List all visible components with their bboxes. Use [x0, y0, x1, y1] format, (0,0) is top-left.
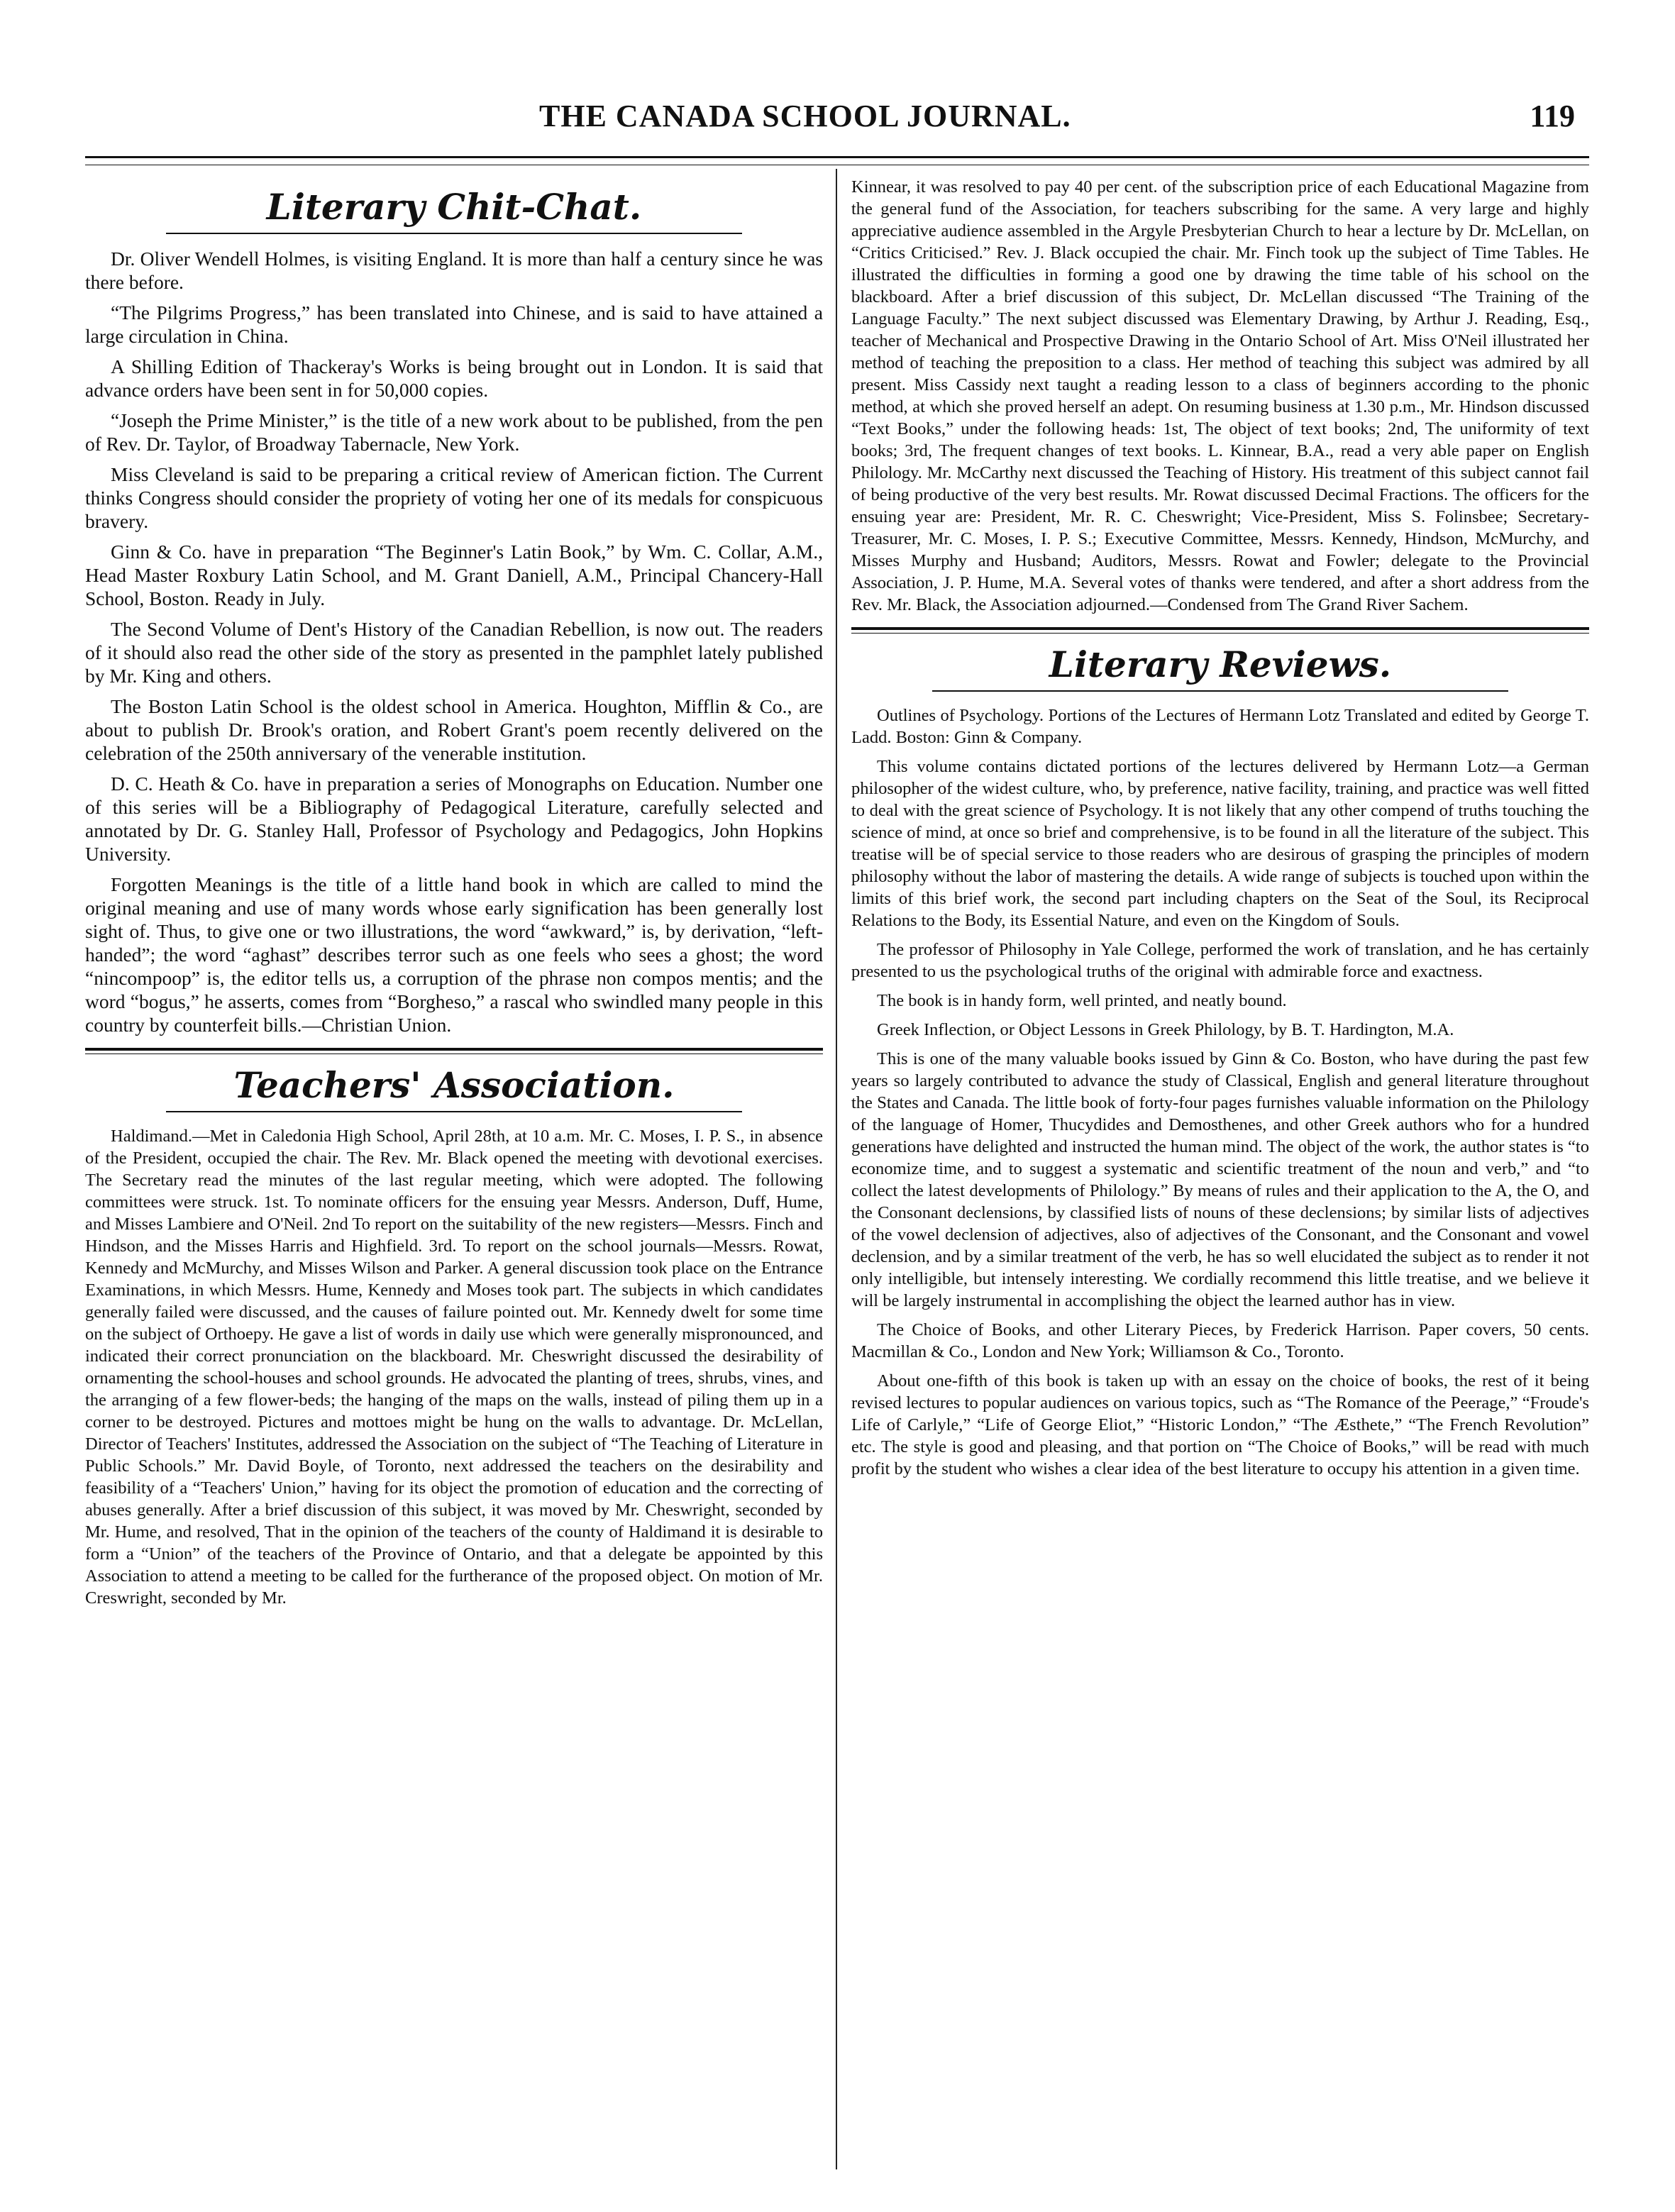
chit-chat-title: Literary Chit-Chat. [266, 186, 642, 228]
review-paragraph: The professor of Philosophy in Yale College, performed the work of translation, and he has certainly presented to us the psychological truths of the original with admirable force and exactness. [851, 940, 1589, 981]
title-rule [932, 690, 1508, 692]
reviews-title: Literary Reviews. [1049, 643, 1392, 685]
chit-chat-paragraph: Miss Cleveland is said to be preparing a critical review of American fiction. The Current thinks Congress should consider the propriety of voting her one of its medals for conspicuous bravery. [85, 463, 823, 532]
chit-chat-paragraph: Forgotten Meanings is the title of a little hand book in which are called to mind the original meaning and use of many words whose early signification has been generally lost sight of. Thus, to give one or two illustrations, the word “awkward,” is, by derivation, “left-handed”; the word “aghast” describes terror such as one feels who sees a ghost; the word “nincompoop” is, the editor tells us, a corruption of the phrase non compos mentis; and the word “bogus,” he asserts, comes from “Borgheso,” a rascal who swindled many people in this country by counterfeit bills.—Christian Union. [85, 873, 823, 1036]
association-report: Haldimand.—Met in Caledonia High School, April 28th, at 10 a.m. Mr. C. Moses, I. P. S., in absence of the President, occupied the chair. The Rev. Mr. Black opened the meeting with devotional exercises. The Secretary read the minutes of the last regular meeting, which were adopted. The following committees were struck. 1st. To nominate officers for the ensuing year Messrs. Anderson, Duff, Hume, and Misses Lambiere and O'Neil. 2nd To report on the suitability of the new registers—Messrs. Finch and Hindson, and the Misses Harris and Highfield. 3rd. To report on the school journals—Messrs. Rowat, Kennedy and McMurchy, and Misses Wilson and Parker. A general discussion took place on the Entrance Examinations, in which Messrs. Hume, Kennedy and Moses took part. The subjects in which candidates generally failed were discussed, and the causes of failure pointed out. Mr. Kennedy dwelt for some time on the subject of Orthoepy. He gave a list of words in daily use which were generally mispronounced, and indicated their correct pronunciation on the blackboard. Mr. Cheswright discussed the desirability of ornamenting the school-houses and school grounds. He advocated the planting of trees, shrubs, vines, and the arranging of a few flower-beds; the hanging of the maps on the walls, instead of piling them up in a corner to be destroyed. Pictures and mottoes might be hung on the walls to advantage. Dr. McLellan, Director of Teachers' Institutes, addressed the Association on the subject of “The Teaching of Literature in Public Schools.” Mr. David Boyle, of Toronto, next addressed the teachers on the desirability and feasibility of a “Teachers' Union,” having for its object the promotion of education and the correcting of abuses generally. After a brief discussion of this subject, it was moved by Mr. Cheswright, seconded by Mr. Hume, and resolved, That in the opinion of the teachers of the county of Haldimand it is desirable to form a “Union” of the teachers of the Province of Ontario, and that a delegate be appointed by this Association to attend a meeting to be called for the furtherance of the proposed object. On motion of Mr. Creswright, seconded by Mr. [85, 1127, 823, 1608]
association-report-continued: Kinnear, it was resolved to pay 40 per cent. of the subscription price of each Educational Magazine from the general fund of the Association, for teachers subscribing for the same. A very large and highly appreciative audience assembled in the Argyle Presbyterian Church to hear a lecture by Dr. McLellan, on “Critics Criticised.” Rev. J. Black occupied the chair. Mr. Finch took up the subject of Time Tables. He illustrated the difficulties in forming a good one by drawing the time table of his school on the blackboard. After a brief discussion of this subject, Dr. McLellan discussed “The Training of the Language Faculty.” The next subject discussed was Elementary Drawing, by Arthur J. Reading, Esq., teacher of Mechanical and Prospective Drawing in the Ontario School of Art. Miss O'Neil illustrated her method of teaching the preposition to a class. Her method of teaching this subject was admired by all present. Miss Cassidy next taught a reading lesson to a class of beginners according to the phonic method, at which she proved herself an adept. On resuming business at 1.30 p.m., Mr. Hindson discussed “Text Books,” under the following heads: 1st, The object of text books; 2nd, The uniformity of text books; 3rd, The frequent changes of text books. L. Kinnear, B.A., read a very able paper on English Philology. Mr. McCarthy next discussed the Teaching of History. His treatment of this subject cannot fail of being productive of the very best results. Mr. Rowat discussed Decimal Fractions. The officers for the ensuing year are: President, Mr. R. C. Cheswright; Vice-President, Miss S. Folinsbee; Secretary-Treasurer, Mr. C. Moses, I. P. S.; Executive Committee, Messrs. Kennedy, Hindson, McMurchy, and Misses Murphy and Husband; Auditors, Messrs. Rowat and Fowler; delegate to the Provincial Association, J. P. Hume, M.A. Several votes of thanks were tendered, and after a short address from the Rev. Mr. Black, the Association adjourned.—Condensed from The Grand River Sachem. [851, 177, 1589, 614]
title-rule [166, 233, 741, 234]
page-number: 119 [1530, 99, 1575, 133]
section-separator [85, 1048, 823, 1051]
review-heading: Greek Inflection, or Object Lessons in Greek Philology, by B. T. Hardington, M.A. [877, 1020, 1454, 1039]
chit-chat-paragraph: “The Pilgrims Progress,” has been translated into Chinese, and is said to have attained a large circulation in China. [85, 302, 823, 347]
review-heading: Outlines of Psychology. Portions of the Lectures of Hermann Lotz Translated and edited by George T. Ladd. Boston: Ginn & Company. [851, 706, 1589, 747]
page-header [85, 98, 1589, 148]
chit-chat-paragraph: D. C. Heath & Co. have in preparation a series of Monographs on Education. Number one of this series will be a Bibliography of Pedagogical Literature, carefully selected and annotated by Dr. G. Stanley Hall, Professor of Psychology and Pedagogics, John Hopkins University. [85, 773, 823, 865]
review-paragraph: This is one of the many valuable books issued by Ginn & Co. Boston, who have during the past few years so largely contributed to advance the study of Classical, English and general literature throughout the States and Canada. The little book of forty-four pages furnishes valuable information on the Philology of the language of Homer, Thucydides and Demosthenes, and other Greek authors who for a hundred generations have delighted and instructed the human mind. The object of the work, the author states is “to economize time, and to suggest a systematic and scientific treatment of the noun and verb,” and “to collect the latest developments of Philology.” By means of rules and their application to the A, the O, and the Consonant declensions, by classified lists of nouns of these declensions; by similar lists of adjectives of the vowel declension of adjectives, also of adjectives of the Consonant, and the Consonant and vowel declension, and by a similar treatment of the verb, he has so well elucidated the subject as to render it not only intelligible, but intensely interesting. We cordially recommend this little treatise, and we believe it will be largely instrumental in accomplishing the object the learned author has in view. [851, 1049, 1589, 1310]
review-paragraph: This volume contains dictated portions of the lectures delivered by Hermann Lotz—a German philosopher of the widest culture, who, by preference, native facility, training, and practice was well fitted to deal with the great science of Psychology. It is not likely that any other compend of truths touching the science of mind, at once so brief and comprehensive, is to be found in all the literature of the subject. This treatise will be of special service to those readers who are desirous of grasping the principles of modern philosophy without the labor of mastering the details. A wide range of subjects is touched upon within the limits of this brief work, the second part including chapters on the Seat of the Soul, its Reciprocal Relations to the Body, its Essential Nature, and even on the Kingdom of Souls. [851, 757, 1589, 930]
title-rule [166, 1111, 741, 1112]
review-paragraph: The book is in handy form, well printed, and neatly bound. [877, 991, 1287, 1010]
section-separator-thin [851, 633, 1589, 634]
column-divider [836, 169, 837, 2169]
right-column [851, 176, 1589, 1487]
running-title: THE CANADA SCHOOL JOURNAL. [539, 99, 1071, 133]
chit-chat-paragraph: The Boston Latin School is the oldest school in America. Houghton, Mifflin & Co., are about to publish Dr. Brook's oration, and Robert Grant's poem recently delivered on the celebration of the 250th anniversary of the venerable institution. [85, 695, 823, 764]
chit-chat-paragraph: Dr. Oliver Wendell Holmes, is visiting England. It is more than half a century since he was there before. [85, 248, 823, 293]
association-title: Teachers' Association. [233, 1064, 675, 1106]
review-heading: The Choice of Books, and other Literary Pieces, by Frederick Harrison. Paper covers, 50 cents. Macmillan & Co., London and New York; Williamson & Co., Toronto. [851, 1320, 1589, 1361]
review-paragraph: About one-fifth of this book is taken up with an essay on the choice of books, the rest of it being revised lectures to popular audiences on various topics, such as “The Romance of the Peerage,” “Froude's Life of Carlyle,” “Life of George Eliot,” “Historic London,” “The Æsthete,” “The French Revolution” etc. The style is good and pleasing, and that portion on “The Choice of Books,” will be read with much profit by the student who wishes a clear idea of the best literature to occupy his attention in a given time. [851, 1371, 1589, 1478]
section-separator [851, 627, 1589, 630]
left-column [85, 176, 823, 1616]
journal-page [85, 85, 1589, 2171]
chit-chat-paragraph: “Joseph the Prime Minister,” is the title of a new work about to be published, from the pen of Rev. Dr. Taylor, of Broadway Tabernacle, New York. [85, 409, 823, 455]
header-rule [85, 156, 1589, 158]
chit-chat-paragraph: Ginn & Co. have in preparation “The Beginner's Latin Book,” by Wm. C. Collar, A.M., Head Master Roxbury Latin School, and M. Grant Daniell, A.M., Principal Chancery-Hall School, Boston. Ready in July. [85, 541, 823, 609]
chit-chat-paragraph: A Shilling Edition of Thackeray's Works is being brought out in London. It is said that advance orders have been sent in for 50,000 copies. [85, 355, 823, 401]
chit-chat-paragraph: The Second Volume of Dent's History of the Canadian Rebellion, is now out. The readers of it should also read the other side of the story as presented in the pamphlet lately published by Mr. King and others. [85, 618, 823, 687]
